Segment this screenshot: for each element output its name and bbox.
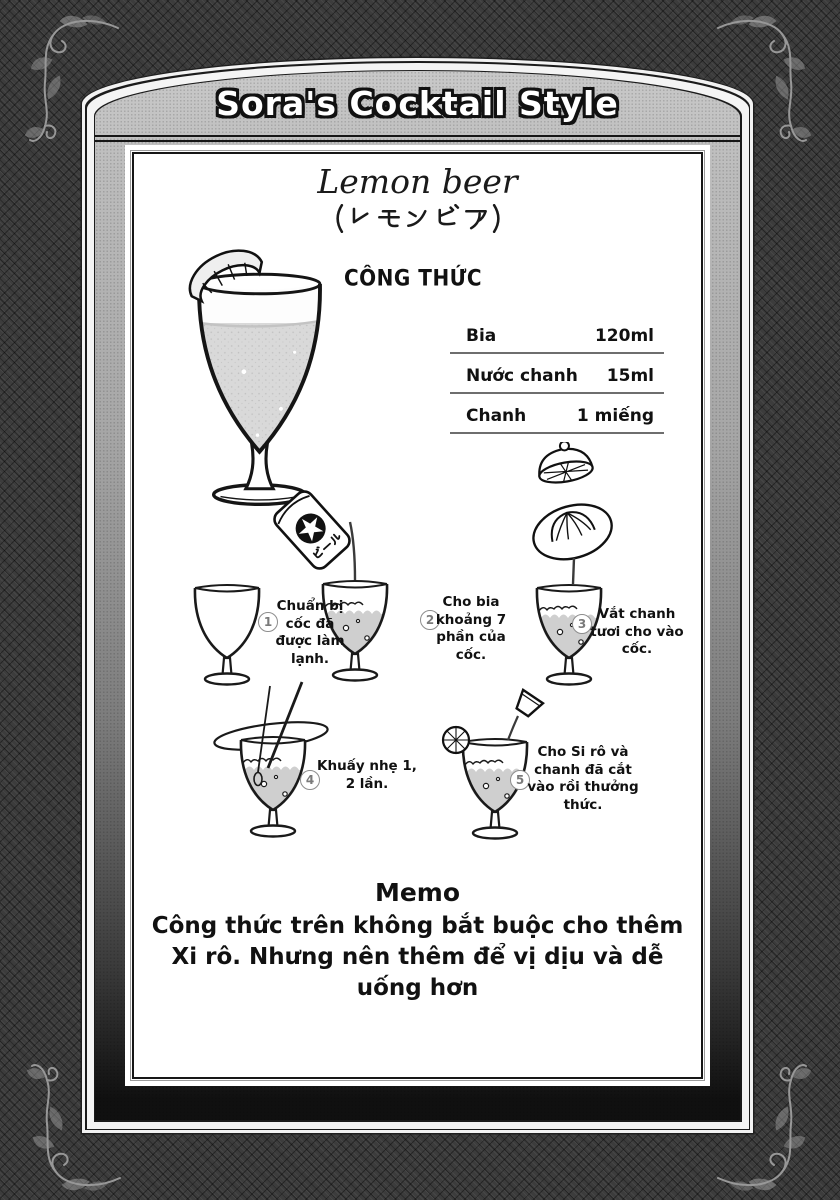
ingredient-name: Bia (466, 326, 497, 346)
ingredient-row (450, 354, 664, 394)
step-caption: Chuẩn bị cốc đã được làm lạnh. (275, 598, 345, 667)
frame-mat (95, 71, 740, 1120)
ingredient-amount: 15ml (606, 366, 654, 386)
recipe-heading: CÔNG THỨC (344, 264, 483, 292)
recipe-frame (82, 58, 753, 1133)
step-number: 5 (510, 770, 530, 790)
memo-text: Công thức trên không bắt buộc cho thêm Xi rô. Nhưng nên thêm để vị dịu và dễ uống hơn (151, 913, 684, 1001)
step-number: 1 (258, 612, 278, 632)
step-caption: Cho Si rô và chanh đã cắt vào rồi thưởng thức. (527, 744, 639, 813)
ingredient-row (450, 394, 664, 434)
step-number: 4 (300, 770, 320, 790)
page-title: Sora's Cocktail Style (216, 83, 619, 123)
lemon-half-icon (534, 442, 594, 486)
ingredients-table (450, 314, 664, 434)
ingredient-name: Chanh (466, 406, 527, 426)
beer-can-icon (271, 488, 353, 572)
ingredient-amount: 1 miếng (576, 406, 654, 426)
ingredient-row (450, 314, 664, 354)
card-outer (125, 145, 710, 1086)
step-number: 2 (420, 610, 440, 630)
ingredient-name: Nước chanh (466, 366, 578, 386)
drink-name-japanese (134, 204, 701, 233)
memo-heading: Memo (374, 878, 461, 907)
header-separator (95, 135, 740, 142)
step-caption: Khuấy nhẹ 1, 2 lần. (317, 758, 417, 792)
recipe-card (132, 152, 703, 1079)
step-number: 3 (572, 614, 592, 634)
header-band (95, 71, 740, 135)
lemon-squeezer-icon (527, 496, 618, 568)
step-caption: Cho bia khoảng 7 phần của cốc. (435, 594, 507, 663)
ingredient-amount: 120ml (594, 326, 654, 346)
syrup-jigger-icon (512, 690, 543, 719)
beer-glass-illustration (162, 234, 357, 529)
empty-glass-icon (182, 578, 272, 688)
step-caption: Vắt chanh tươi cho vào cốc. (590, 606, 684, 657)
drink-name: Lemon beer (317, 162, 518, 201)
lemon-slice-icon (443, 727, 469, 753)
memo-section (134, 878, 701, 1004)
kana-subtitle-glyphs (332, 204, 504, 233)
